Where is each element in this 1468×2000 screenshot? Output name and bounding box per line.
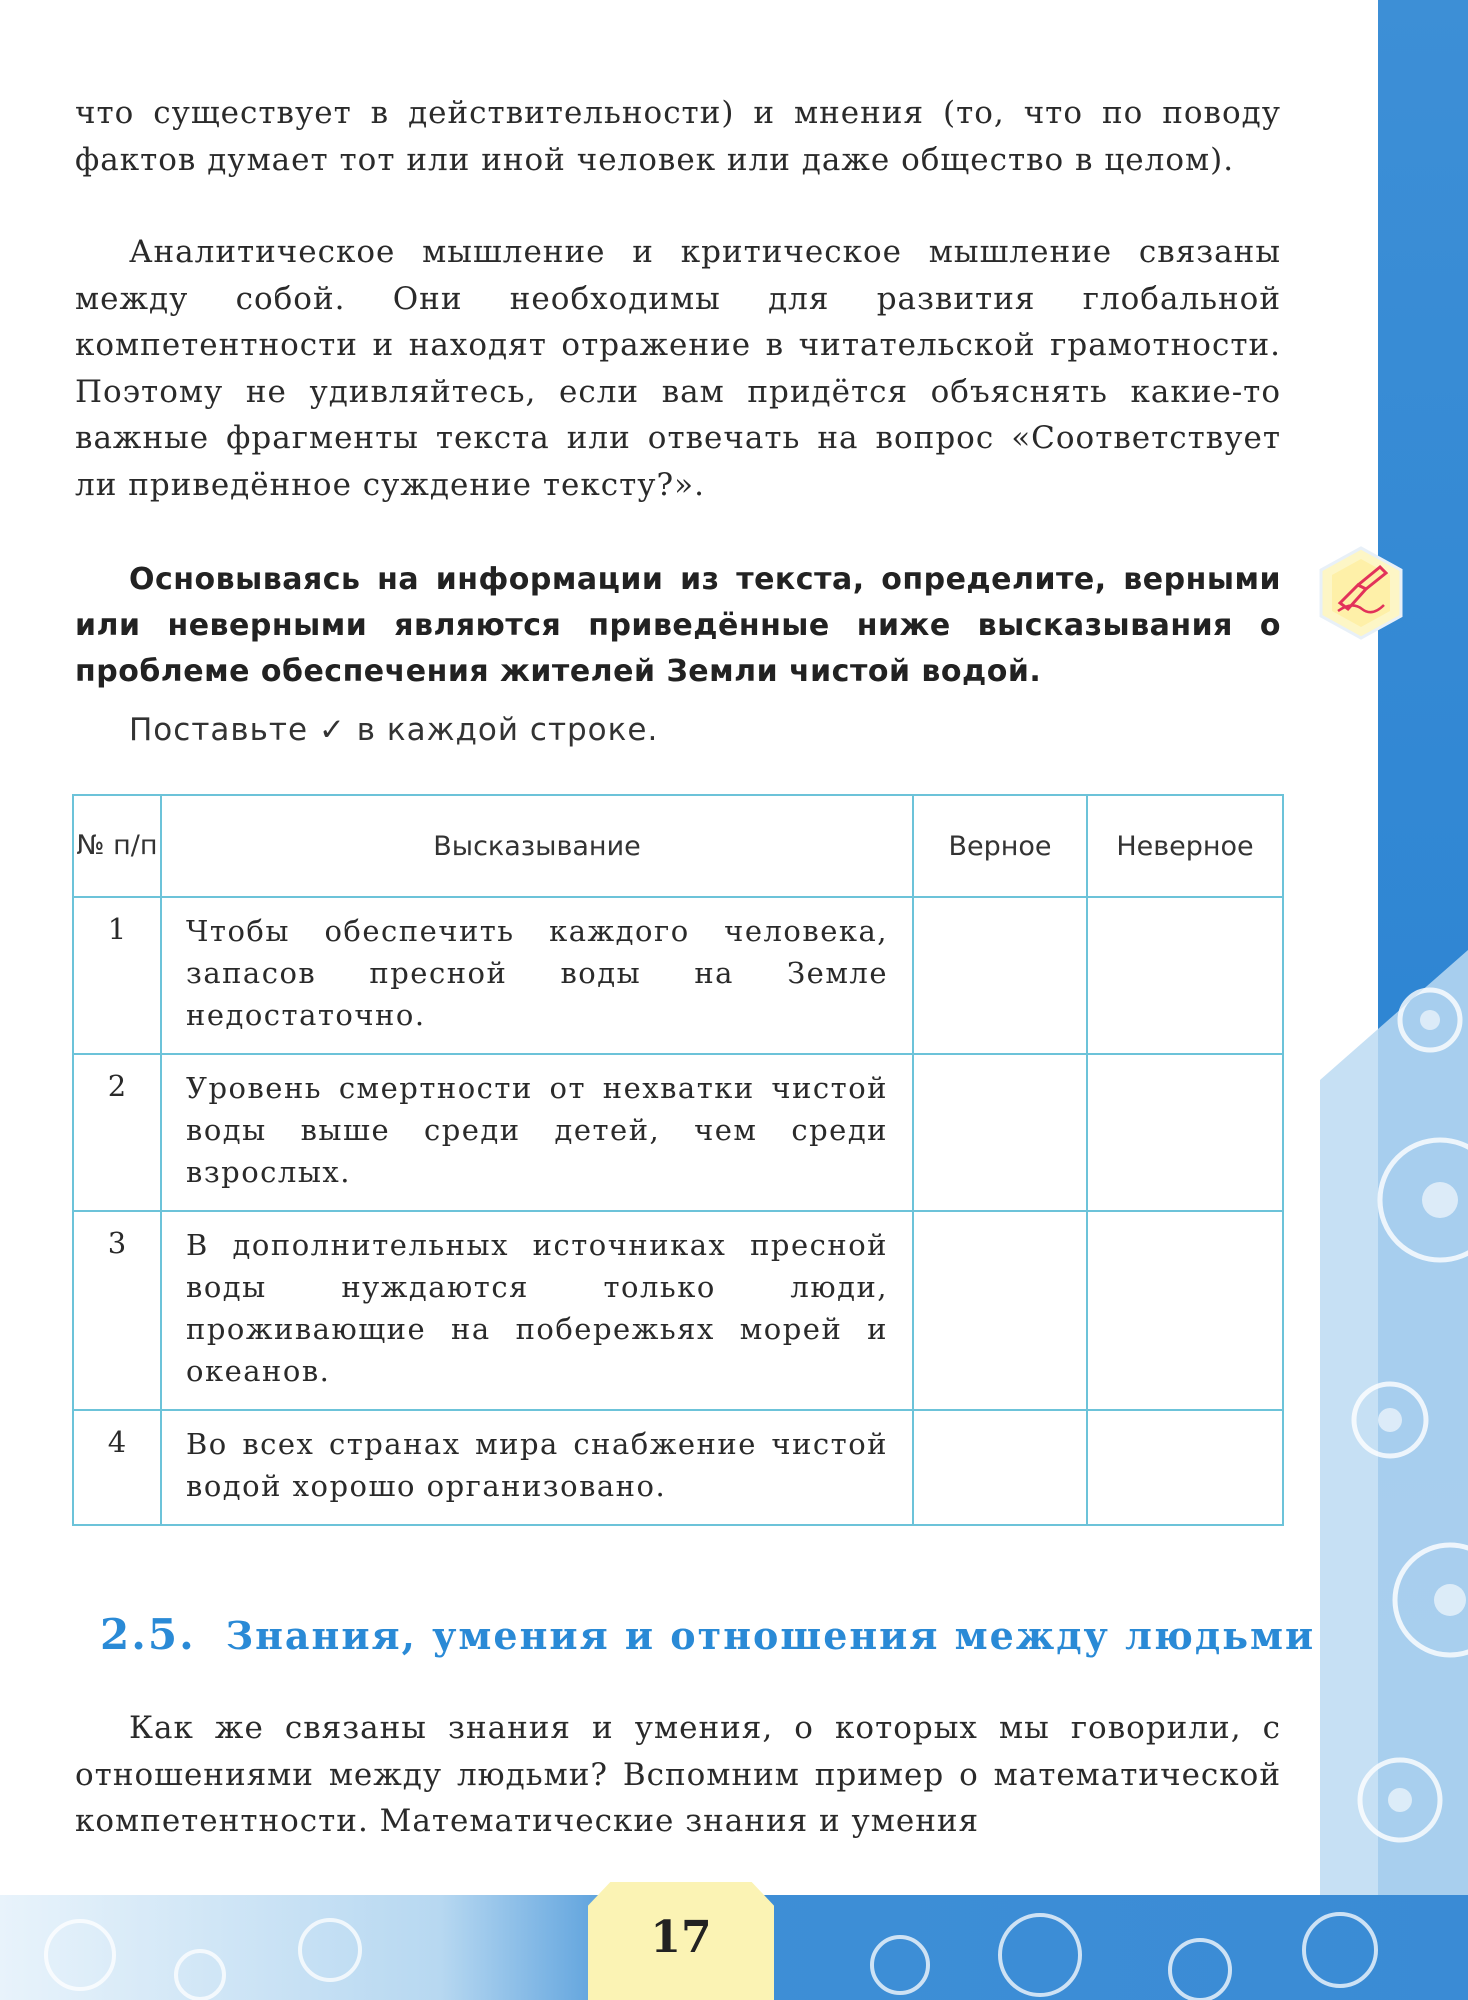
false-checkbox-cell[interactable]: [1087, 1054, 1283, 1211]
table-row: [73, 1054, 1283, 1211]
row-number: 4: [73, 1410, 161, 1525]
table-row: [73, 897, 1283, 1054]
task-instruction: [75, 557, 1281, 695]
row-number: 2: [73, 1054, 161, 1211]
gears-decoration: [1320, 950, 1468, 2000]
row-statement: Чтобы обеспечить каждого человека, запасов пресной воды на Земле недостаточно.: [161, 897, 913, 1054]
true-checkbox-cell[interactable]: [913, 897, 1087, 1054]
header-number: № п/п: [73, 795, 161, 897]
header-statement: Высказывание: [161, 795, 913, 897]
page-number: 17: [650, 1912, 712, 1963]
row-number: 1: [73, 897, 161, 1054]
section-title: Знания, умения и отношения между людьми: [225, 1613, 1316, 1658]
paragraph-intro-continuation: что существует в действительности) и мнения (то, что по поводу фактов думает тот или иной человек или даже общество в целом).: [75, 95, 1281, 178]
row-statement: Во всех странах мира снабжение чистой водой хорошо организовано.: [161, 1410, 913, 1525]
task-instruction-text: Основываясь на информации из текста, определите, верными или неверными являются приведённые ниже высказывания о проблеме обеспечения жителей Земли чистой водой.: [75, 562, 1281, 689]
paragraph-analytic-thinking: Аналитическое мышление и критическое мышление связаны между собой. Они необходимы для развития глобальной компетентности и находят отражение в читательской грамотности. Поэтому не удивляйтесь, если вам придётся объяснять какие-то важные фрагменты текста или отвечать на вопрос «Соответствует ли приведённое суждение тексту?».: [75, 234, 1281, 503]
paragraph-section-intro: Как же связаны знания и умения, о которых мы говорили, с отношениями между людьми? Вспомним пример о математической компетентности. Математические знания и умения: [75, 1710, 1281, 1839]
false-checkbox-cell[interactable]: [1087, 897, 1283, 1054]
checkmark-instruction: Поставьте ✓ в каждой строке.: [129, 712, 659, 748]
statements-table: [72, 794, 1284, 1526]
true-checkbox-cell[interactable]: [913, 1211, 1087, 1410]
true-checkbox-cell[interactable]: [913, 1054, 1087, 1211]
true-checkbox-cell[interactable]: [913, 1410, 1087, 1525]
false-checkbox-cell[interactable]: [1087, 1211, 1283, 1410]
row-statement: Уровень смертности от нехватки чистой воды выше среди детей, чем среди взрослых.: [161, 1054, 913, 1211]
table-header-row: [73, 795, 1283, 897]
table-row: [73, 1211, 1283, 1410]
row-number: 3: [73, 1211, 161, 1410]
row-statement: В дополнительных источниках пресной воды нуждаются только люди, проживающие на побережьях морей и океанов.: [161, 1211, 913, 1410]
section-number: 2.5.: [100, 1610, 196, 1659]
table-row: [73, 1410, 1283, 1525]
section-heading: [100, 1610, 1315, 1659]
header-false: Неверное: [1087, 795, 1283, 897]
header-true: Верное: [913, 795, 1087, 897]
false-checkbox-cell[interactable]: [1087, 1410, 1283, 1525]
hand-writing-icon: [1318, 545, 1404, 641]
